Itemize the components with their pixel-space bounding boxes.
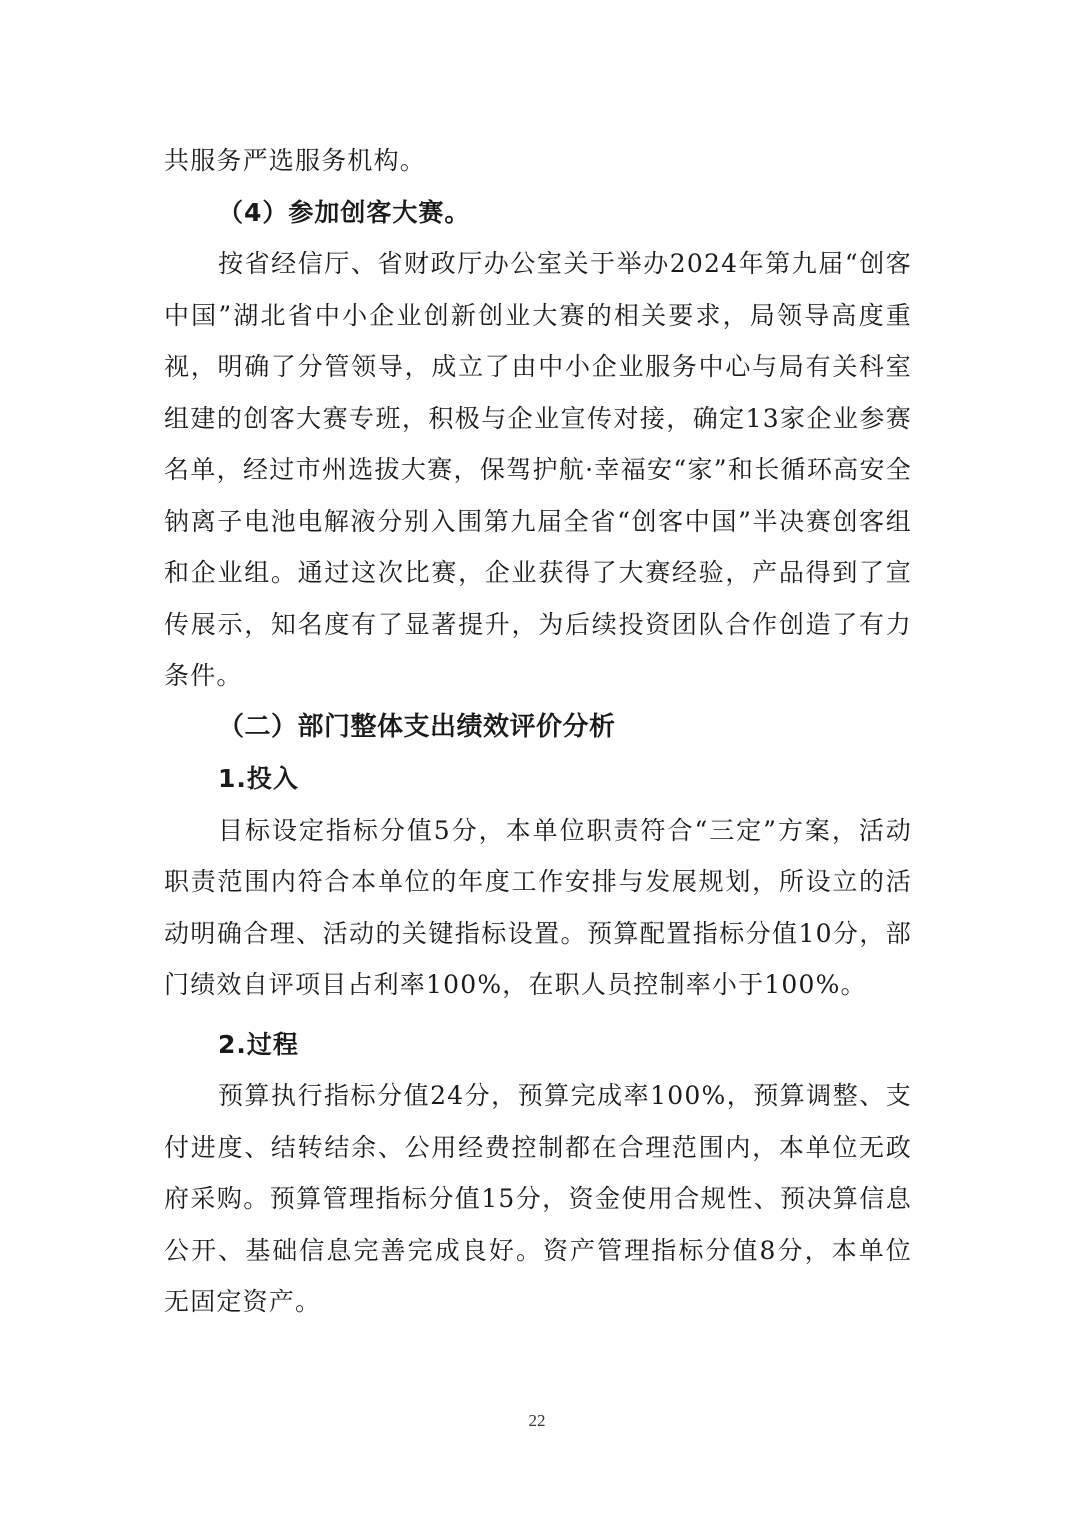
- input-paragraph: 目标设定指标分值5分，本单位职责符合“三定”方案，活动职责范围内符合本单位的年度工作安排与发展规划，所设立的活动明确合理、活动的关键指标设置。预算配置指标分值10分，部门绩效自评项目占利率100%，在职人员控制率小于100%。: [164, 815, 912, 999]
- page-content: [164, 135, 912, 1328]
- subsection-4-paragraph: 按省经信厅、省财政厅办公室关于举办2024年第九届“创客中国”湖北省中小企业创新创业大赛的相关要求，局领导高度重视，明确了分管领导，成立了由中小企业服务中心与局有关科室组建的创客大赛专班，积极与企业宣传对接，确定13家企业参赛名单，经过市州选拔大赛，保驾护航·幸福安“家”和长循环高安全钠离子电池电解液分别入围第九届全省“创客中国”半决赛创客组和企业组。通过这次比赛，企业获得了大赛经验，产品得到了宣传展示，知名度有了显著提升，为后续投资团队合作创造了有力条件。: [164, 249, 912, 690]
- subsection-heading-4: （4）参加创客大赛。: [218, 197, 471, 227]
- section-heading-part2: （二）部门整体支出绩效评价分析: [218, 711, 616, 742]
- heading-process: 2.过程: [218, 1029, 299, 1059]
- page-number: 22: [528, 1411, 546, 1430]
- heading-input: 1.投入: [218, 764, 299, 793]
- spacer: [164, 1011, 912, 1019]
- continuation-paragraph: 共服务严选服务机构。: [164, 146, 427, 175]
- process-paragraph: 预算执行指标分值24分，预算完成率100%，预算调整、支付进度、结转结余、公用经费控制都在合理范围内，本单位无政府采购。预算管理指标分值15分，资金使用合规性、预决算信息公开、基础信息完善完成良好。资产管理指标分值8分，本单位无固定资产。: [164, 1081, 912, 1316]
